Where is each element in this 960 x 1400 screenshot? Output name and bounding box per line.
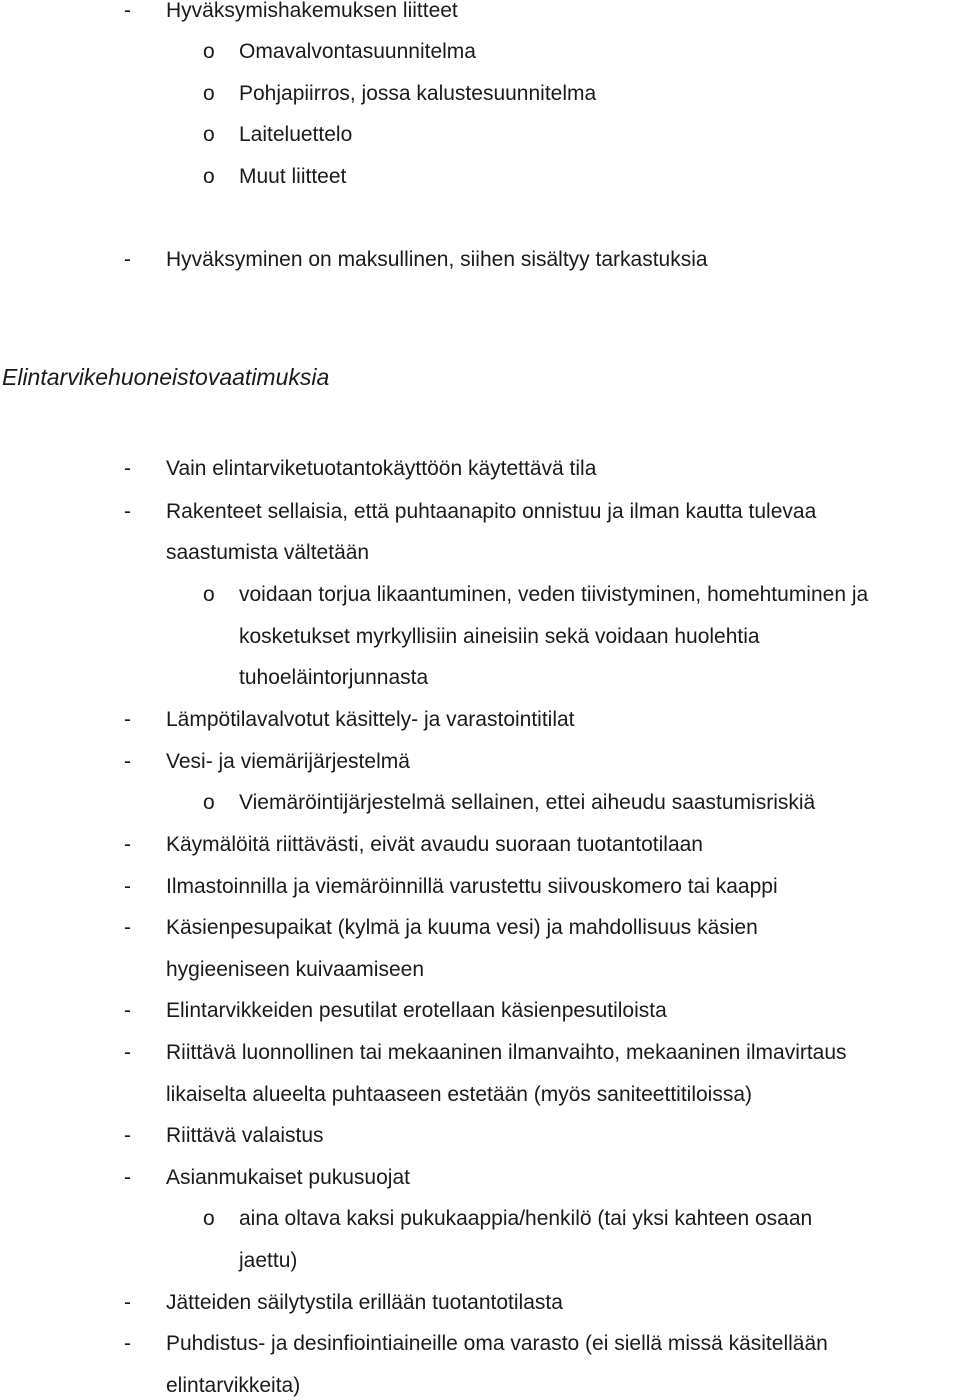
requirement-subitem-continued: tuhoeläintorjunnasta — [239, 666, 429, 689]
bullet-dash: - — [124, 500, 131, 523]
requirement-item-continued: likaiselta alueelta puhtaaseen estetään (myös saniteettitiloissa) — [166, 1083, 753, 1106]
bullet-circle: o — [203, 791, 215, 814]
section-heading: Elintarvikehuoneistovaatimuksia — [2, 364, 330, 390]
bullet-dash: - — [124, 1041, 131, 1064]
requirement-item: Käsienpesupaikat (kylmä ja kuuma vesi) ja mahdollisuus käsien — [166, 916, 758, 939]
bullet-dash: - — [124, 916, 131, 939]
fee-note: Hyväksyminen on maksullinen, siihen sisältyy tarkastuksia — [166, 248, 708, 271]
requirement-item-continued: hygieeniseen kuivaamiseen — [166, 958, 424, 981]
requirement-subitem: aina oltava kaksi pukukaappia/henkilö (tai yksi kahteen osaan — [239, 1207, 813, 1230]
bullet-dash: - — [124, 750, 131, 773]
requirement-item: Riittävä luonnollinen tai mekaaninen ilmanvaihto, mekaaninen ilmavirtaus — [166, 1041, 847, 1064]
bullet-dash: - — [124, 248, 131, 271]
requirement-subitem-continued: kosketukset myrkyllisiin aineisiin sekä voidaan huolehtia — [239, 625, 760, 648]
requirement-item: Ilmastoinnilla ja viemäröinnillä varustettu siivouskomero tai kaappi — [166, 875, 778, 898]
requirement-item: Puhdistus- ja desinfiointiaineille oma varasto (ei siellä missä käsitellään — [166, 1332, 828, 1355]
requirement-subitem: voidaan torjua likaantuminen, veden tiivistyminen, homehtuminen ja — [239, 583, 869, 606]
requirement-item: Käymälöitä riittävästi, eivät avaudu suoraan tuotantotilaan — [166, 833, 703, 856]
requirement-item: Elintarvikkeiden pesutilat erotellaan käsienpesutiloista — [166, 999, 667, 1022]
requirement-item: Vain elintarviketuotantokäyttöön käytettävä tila — [166, 457, 597, 480]
bullet-dash: - — [124, 1124, 131, 1147]
bullet-circle: o — [203, 165, 215, 188]
requirement-item: Vesi- ja viemärijärjestelmä — [166, 750, 410, 773]
bullet-dash: - — [124, 1291, 131, 1314]
attachment-item: Muut liitteet — [239, 165, 347, 188]
bullet-dash: - — [124, 1166, 131, 1189]
bullet-circle: o — [203, 1207, 215, 1230]
bullet-dash: - — [124, 708, 131, 731]
bullet-dash: - — [124, 875, 131, 898]
bullet-dash: - — [124, 833, 131, 856]
requirement-subitem: Viemäröintijärjestelmä sellainen, ettei aiheudu saastumisriskiä — [239, 791, 816, 814]
bullet-dash: - — [124, 999, 131, 1022]
bullet-circle: o — [203, 123, 215, 146]
bullet-circle: o — [203, 583, 215, 606]
attachment-item: Omavalvontasuunnitelma — [239, 40, 476, 63]
requirement-item-continued: elintarvikkeita) — [166, 1374, 301, 1397]
requirement-item: Jätteiden säilytystila erillään tuotantotilasta — [166, 1291, 563, 1314]
requirement-item: Riittävä valaistus — [166, 1124, 324, 1147]
attachments-title: Hyväksymishakemuksen liitteet — [166, 0, 458, 22]
bullet-dash: - — [124, 457, 131, 480]
requirement-item: Asianmukaiset pukusuojat — [166, 1166, 410, 1189]
requirement-item-continued: saastumista vältetään — [166, 541, 370, 564]
bullet-dash: - — [124, 0, 131, 22]
requirement-item: Lämpötilavalvotut käsittely- ja varastointitilat — [166, 708, 575, 731]
attachment-item: Laiteluettelo — [239, 123, 353, 146]
requirement-item: Rakenteet sellaisia, että puhtaanapito onnistuu ja ilman kautta tulevaa — [166, 500, 817, 523]
bullet-dash: - — [124, 1332, 131, 1355]
bullet-circle: o — [203, 82, 215, 105]
bullet-circle: o — [203, 40, 215, 63]
attachment-item: Pohjapiirros, jossa kalustesuunnitelma — [239, 82, 597, 105]
requirement-subitem-continued: jaettu) — [239, 1249, 298, 1272]
